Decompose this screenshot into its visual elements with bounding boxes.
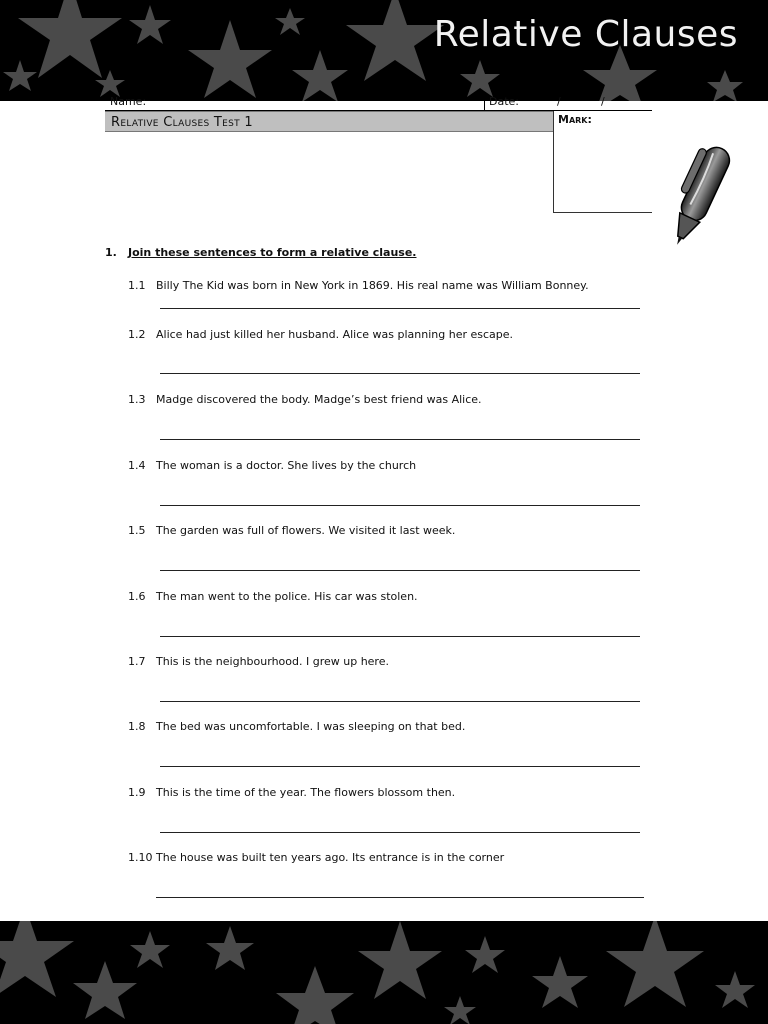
- star-icon: [292, 50, 348, 101]
- question-number: 1.9: [128, 786, 146, 799]
- question-number: 1.2: [128, 328, 146, 341]
- page-title: Relative Clauses: [433, 14, 738, 55]
- star-icon: [0, 921, 74, 997]
- question-item: [0, 590, 768, 650]
- star-icon: [460, 60, 500, 97]
- pen-icon: [660, 138, 740, 258]
- star-icon: [206, 926, 254, 970]
- answer-line[interactable]: [156, 897, 644, 898]
- star-icon: [3, 60, 37, 91]
- question-number: 1.1: [128, 279, 146, 292]
- date-label: Date:: [489, 95, 519, 108]
- question-item: [0, 851, 768, 911]
- answer-line[interactable]: [160, 636, 640, 637]
- question-number: 1.10: [128, 851, 153, 864]
- star-icon: [188, 20, 272, 98]
- star-icon: [130, 931, 170, 968]
- name-label: Name:: [110, 95, 147, 108]
- question-item: [0, 459, 768, 519]
- header-band: [0, 0, 768, 101]
- question-item: [0, 720, 768, 780]
- question-text: The bed was uncomfortable. I was sleeping on that bed.: [156, 720, 466, 733]
- question-item: [0, 328, 768, 388]
- answer-line[interactable]: [160, 373, 640, 374]
- star-icon: [444, 996, 476, 1024]
- question-number: 1.7: [128, 655, 146, 668]
- question-text: Alice had just killed her husband. Alice was planning her escape.: [156, 328, 514, 341]
- question-text: The garden was full of flowers. We visited it last week.: [156, 524, 456, 537]
- star-icon: [73, 961, 137, 1019]
- star-icon: [532, 956, 588, 1008]
- answer-line[interactable]: [160, 308, 640, 309]
- star-icon: [276, 966, 354, 1024]
- question-number: 1.4: [128, 459, 146, 472]
- star-icon: [707, 70, 743, 101]
- test-title: Relative Clauses Test 1: [105, 111, 553, 132]
- star-icon: [129, 5, 171, 44]
- question-number: 1.5: [128, 524, 146, 537]
- answer-line[interactable]: [160, 701, 640, 702]
- instruction-text: Join these sentences to form a relative clause.: [128, 246, 417, 259]
- star-icon: [358, 921, 442, 999]
- star-icon: [465, 936, 505, 973]
- question-item: [0, 393, 768, 453]
- answer-line[interactable]: [160, 832, 640, 833]
- question-text: The woman is a doctor. She lives by the church: [156, 459, 417, 472]
- footer-band: [0, 921, 768, 1024]
- star-icon: [346, 0, 444, 81]
- star-pattern-bottom: [0, 921, 768, 1024]
- date-separator: /: [557, 95, 561, 108]
- star-icon: [715, 971, 755, 1008]
- answer-line[interactable]: [160, 570, 640, 571]
- question-number: 1.6: [128, 590, 146, 603]
- question-text: The house was built ten years ago. Its entrance is in the corner: [156, 851, 505, 864]
- question-number: 1.3: [128, 393, 146, 406]
- question-number: 1.8: [128, 720, 146, 733]
- question-text: Madge discovered the body. Madge’s best friend was Alice.: [156, 393, 482, 406]
- question-text: This is the time of the year. The flowers blossom then.: [156, 786, 456, 799]
- question-text: The man went to the police. His car was stolen.: [156, 590, 418, 603]
- answer-line[interactable]: [160, 766, 640, 767]
- answer-line[interactable]: [160, 439, 640, 440]
- mark-box: [553, 111, 652, 213]
- question-text: Billy The Kid was born in New York in 1869. His real name was William Bonney.: [156, 279, 589, 292]
- star-icon: [275, 8, 305, 35]
- instruction-number: 1.: [105, 246, 117, 259]
- question-item: [0, 655, 768, 715]
- question-item: [0, 524, 768, 584]
- mark-label: Mark:: [558, 113, 592, 126]
- star-icon: [18, 0, 122, 78]
- date-separator: /: [601, 95, 605, 108]
- star-icon: [606, 921, 704, 1007]
- answer-line[interactable]: [160, 505, 640, 506]
- question-text: This is the neighbourhood. I grew up here.: [156, 655, 389, 668]
- question-item: [0, 786, 768, 846]
